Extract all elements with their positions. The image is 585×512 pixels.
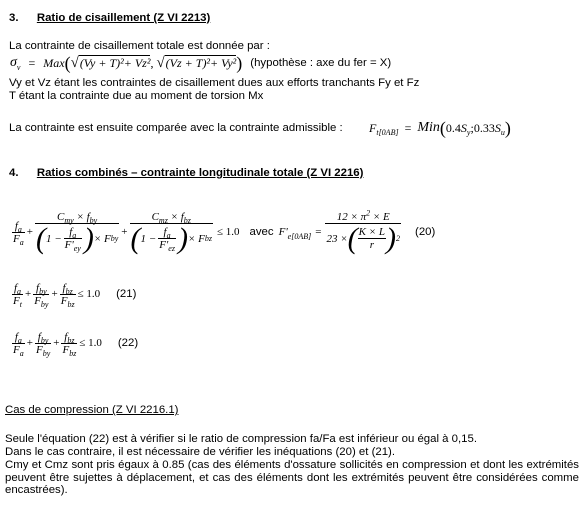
equation-21: $\frac{f_a}{F_t}$ + $\frac{f_{by}}{F_{by}}$ + $\frac{f_{bz}}{F_{bz}}$ ≤ 1.0 (21) [13, 281, 137, 309]
eq22-bound: ≤ 1.0 [79, 337, 102, 349]
compression-line2: Dans le cas contraire, il est nécessaire de vérifier les inéquations (20) et (21). [5, 446, 395, 458]
eq20-bound: ≤ 1.0 [216, 226, 240, 238]
section4-title: Ratios combinés – contrainte longitudinale totale (Z VI 2216) [36, 167, 364, 179]
section3-line1: La contrainte de cisaillement totale est donnée par : [9, 40, 270, 52]
eq22-number: (22) [117, 337, 139, 349]
section3-heading [9, 12, 210, 25]
compression-line3: Cmy et Cmz sont pris égaux à 0.85 (cas des éléments d'ossature sollicités en compression et dont les extrémités peuvent être sujettes à déplacement, et cas des éléments dont les extrémités peuvent être considérées comme encastrées). [5, 459, 579, 496]
eq21-bound: ≤ 1.0 [77, 288, 101, 300]
section3-line2: Vy et Vz étant les contraintes de cisaillement dues aux efforts tranchants Fy et Fz [9, 77, 420, 89]
equation-22: $\frac{f_a}{F_a}$ + $\frac{f_{by}}{F_{by}}$ + $\frac{f_{bz}}{F_{bz}}$ ≤ 1.0 (22) [13, 330, 139, 358]
section3-title: Ratio de cisaillement (Z VI 2213) [36, 12, 211, 24]
compression-line1: Seule l'équation (22) est à vérifier si le ratio de compression fa/Fa est inférieur ou égal à 0,15. [5, 433, 477, 445]
section4-heading [9, 167, 363, 180]
section3-number: 3. [9, 12, 19, 24]
eq21-number: (21) [116, 288, 137, 300]
compression-heading: Cas de compression (Z VI 2216.1) [5, 404, 179, 416]
sigma-formula: σ v = Max ( √ (Vy + T)²+ Vz² , √ (Vz + T)²+ Vy² ) (hypothèse : axe du fer = X) [10, 52, 392, 73]
section3-line3: T étant la contrainte due au moment de torsion Mx [9, 90, 264, 102]
admissible-formula: F t[0AB] = Min ( 0.4 S y ;0.33 S u ) [369, 117, 511, 138]
avec-label: avec [249, 226, 274, 238]
section4-number: 4. [9, 167, 19, 179]
equation-20: $\frac{f_a}{F_a}$ + $C_{my} \times f_{by}$ ( 1 − $\frac{f_a}{F'_{ey}}$ ) × F by + $C_{mz} \times f_{bz}$ ( 1 − $\frac{f_a}{F'_{ez}}$ ) × F bz ≤ 1.0 avec F' e[0AB] = $12 \times \pi^2 \times E$ 23 × ( $\frac{K \times L}{r}$ ) 2 (20) [13, 207, 436, 255]
hypothesis-note: (hypothèse : axe du fer = X) [250, 57, 392, 69]
section3-line4: La contrainte est ensuite comparée avec la contrainte admissible : [9, 122, 343, 134]
eq20-number: (20) [415, 226, 436, 238]
